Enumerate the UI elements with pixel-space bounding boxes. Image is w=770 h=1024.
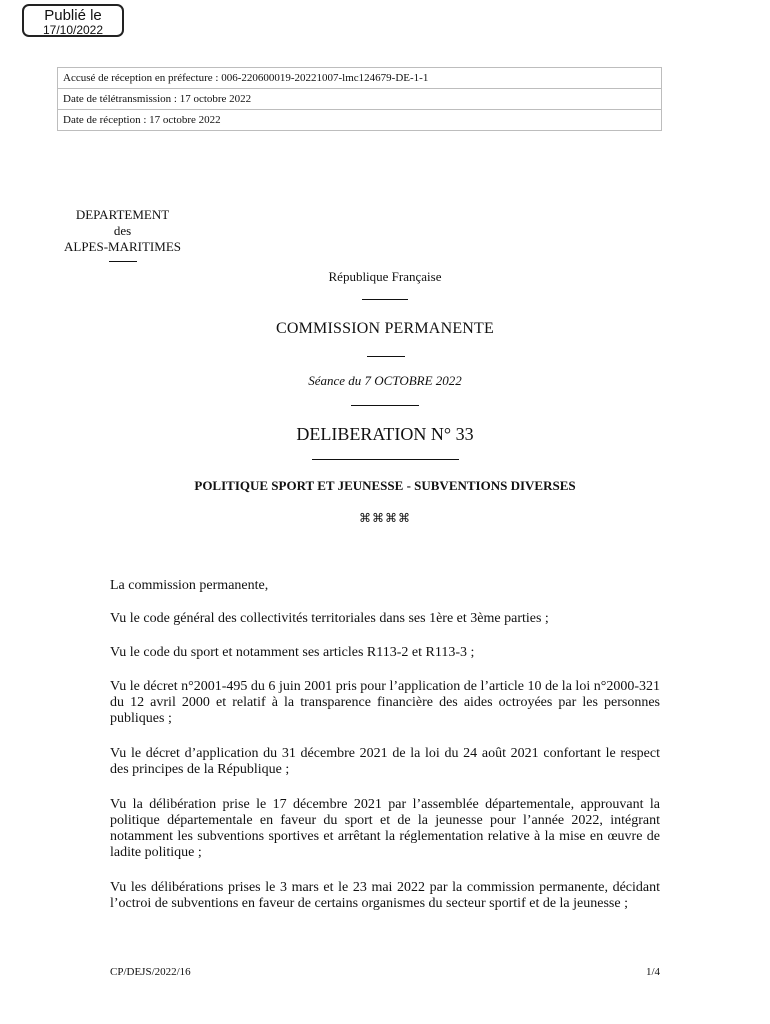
footer-reference: CP/DEJS/2022/16 <box>110 966 191 978</box>
republic-label: République Française <box>328 269 442 284</box>
paragraph-intro: La commission permanente, <box>110 578 269 593</box>
deliberation-subject: POLITIQUE SPORT ET JEUNESSE - SUBVENTIONS DIVERSES <box>194 478 576 493</box>
department-line-2: des <box>113 223 132 238</box>
paragraph-vu-deliberation: Vu la délibération prise le 17 décembre 2021 par l’assemblée départementale, approuvant la politique départementale en faveur du sport et de la jeunesse pour l’année 2022, intégrant notamment les subventions sportives et arrêtant la réglementation relative à la mise en œuvre de ladite politique ; <box>110 797 660 860</box>
commission-title: COMMISSION PERMANENTE <box>276 320 494 337</box>
paragraph-vu-deliberations-cp: Vu les délibérations prises le 3 mars et le 23 mai 2022 par la commission permanente, décidant l’octroi de subventions en faveur de certains organismes du secteur sportif et de la jeunesse ; <box>110 880 660 911</box>
divider <box>312 459 459 460</box>
receipt-row <box>58 68 662 89</box>
paragraph-vu-cgct: Vu le code général des collectivités territoriales dans ses 1ère et 3ème parties ; <box>110 611 549 626</box>
receipt-transmission-date: Date de télétransmission : 17 octobre 2022 <box>58 89 662 110</box>
receipt-row <box>58 89 662 110</box>
paragraph-vu-decret-2001: Vu le décret n°2001-495 du 6 juin 2001 pris pour l’application de l’article 10 de la loi n°2000-321 du 12 avril 2000 et relatif à la transparence financière des aides octroyées par les personnes publiques ; <box>110 679 660 726</box>
department-block <box>55 207 190 262</box>
deliberation-number: DELIBERATION N° 33 <box>296 424 474 444</box>
receipt-table <box>57 67 662 131</box>
department-rule <box>109 261 137 262</box>
divider <box>351 405 419 406</box>
page-number: 1/4 <box>645 966 660 978</box>
receipt-reception-date: Date de réception : 17 octobre 2022 <box>58 110 662 131</box>
stamp-title: Publié le <box>44 7 102 24</box>
ornament-symbols: ⌘⌘⌘⌘ <box>359 511 411 525</box>
paragraph-vu-code-sport: Vu le code du sport et notamment ses articles R113-2 et R113-3 ; <box>110 645 475 660</box>
divider <box>362 299 408 300</box>
department-line-1: DEPARTEMENT <box>75 207 170 222</box>
receipt-row <box>58 110 662 131</box>
divider <box>367 356 405 357</box>
seance-date: Séance du 7 OCTOBRE 2022 <box>308 373 462 388</box>
department-line-3: ALPES-MARITIMES <box>63 239 181 254</box>
paragraph-vu-decret-2021: Vu le décret d’application du 31 décembre 2021 de la loi du 24 août 2021 confortant le respect des principes de la République ; <box>110 746 660 777</box>
stamp-date: 17/10/2022 <box>42 23 104 37</box>
receipt-ack: Accusé de réception en préfecture : 006-220600019-20221007-lmc124679-DE-1-1 <box>58 68 662 89</box>
publication-stamp <box>22 4 124 37</box>
